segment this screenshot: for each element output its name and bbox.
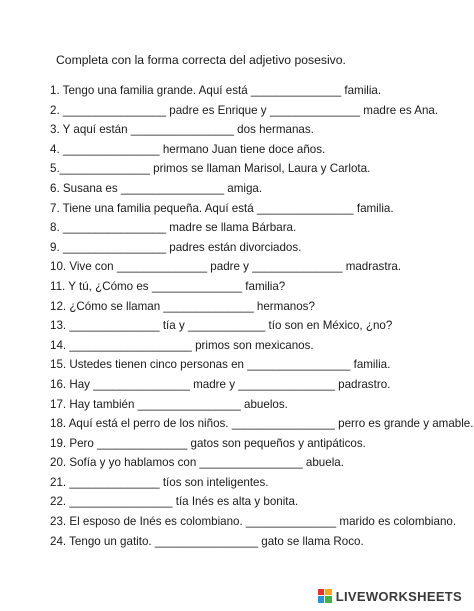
- list-item: [50, 316, 474, 336]
- list-item: [50, 277, 474, 297]
- list-item: [50, 512, 474, 532]
- item-text: 1. Tengo una familia grande. Aquí está ______________ familia.: [50, 84, 382, 97]
- item-text: 5.______________ primos se llaman Marisol, Laura y Carlota.: [50, 162, 371, 176]
- list-item: [50, 140, 474, 160]
- list-item: [50, 453, 474, 473]
- item-text: 16. Hay _______________ madre y _______________ padrastro.: [50, 377, 391, 391]
- list-item: [50, 199, 474, 219]
- list-item: [50, 238, 474, 258]
- item-text: 19. Pero ______________ gatos son pequeños y antipáticos.: [50, 436, 366, 450]
- item-text: 18. Aquí está el perro de los niños. ________________ perro es grande y amable.: [50, 417, 474, 431]
- list-item: [50, 81, 474, 101]
- list-item: [50, 297, 474, 317]
- liveworksheets-logo-icon: [318, 589, 332, 603]
- item-text: 7. Tiene una familia pequeña. Aquí está _______________ familia.: [50, 201, 394, 215]
- liveworksheets-logo: [318, 587, 462, 605]
- list-item: [50, 355, 474, 375]
- item-text: 6. Susana es ________________ amiga.: [50, 181, 263, 195]
- item-text: 4. _______________ hermano Juan tiene doce años.: [50, 142, 326, 156]
- item-text: 23. El esposo de Inés es colombiano. ______________ marido es colombiano.: [50, 515, 457, 529]
- item-text: 21. ______________ tíos son inteligentes.: [50, 475, 269, 489]
- item-text: 8. ________________ madre se llama Bárbara.: [50, 221, 297, 235]
- item-text: 9. ________________ padres están divorciados.: [50, 240, 302, 254]
- list-item: [50, 257, 474, 277]
- item-text: 3. Y aquí están ________________ dos hermanas.: [50, 123, 314, 137]
- item-text: 14. ___________________ primos son mexicanos.: [50, 338, 314, 352]
- item-text: 17. Hay también ________________ abuelos.: [50, 397, 288, 411]
- item-text: 12. ¿Cómo se llaman ______________ hermanos?: [50, 299, 315, 313]
- item-text: 11. Y tú, ¿Cómo es ______________ familia?: [50, 279, 286, 293]
- list-item: [50, 336, 474, 356]
- list-item: [50, 434, 474, 454]
- list-item: [50, 375, 474, 395]
- item-text: 2. ________________ padre es Enrique y ______________ madre es Ana.: [50, 103, 439, 117]
- list-item: [50, 395, 474, 415]
- list-item: [50, 179, 474, 199]
- list-item: [50, 473, 474, 493]
- logo-text: LIVEWORKSHEETS: [335, 588, 462, 604]
- item-text: 22. ________________ tía Inés es alta y bonita.: [50, 495, 299, 509]
- item-text: 20. Sofía y yo hablamos con ________________ abuela.: [50, 456, 344, 470]
- list-item: [50, 159, 474, 179]
- list-item: [50, 120, 474, 140]
- instructions: Completa con la forma correcta del adjetivo posesivo.: [56, 53, 346, 67]
- list-item: [50, 218, 474, 238]
- item-text: 13. ______________ tía y ____________ tío son en México, ¿no?: [50, 319, 393, 333]
- list-item: [50, 414, 474, 434]
- list-item: [50, 532, 474, 552]
- list-item: [50, 101, 474, 121]
- item-text: 15. Ustedes tienen cinco personas en ________________ familia.: [50, 358, 391, 372]
- item-text: 10. Vive con ______________ padre y ______________ madrastra.: [50, 260, 402, 274]
- list-item: [50, 492, 474, 512]
- exercise-list: [50, 81, 474, 551]
- item-text: 24. Tengo un gatito. ________________ gato se llama Roco.: [50, 534, 364, 548]
